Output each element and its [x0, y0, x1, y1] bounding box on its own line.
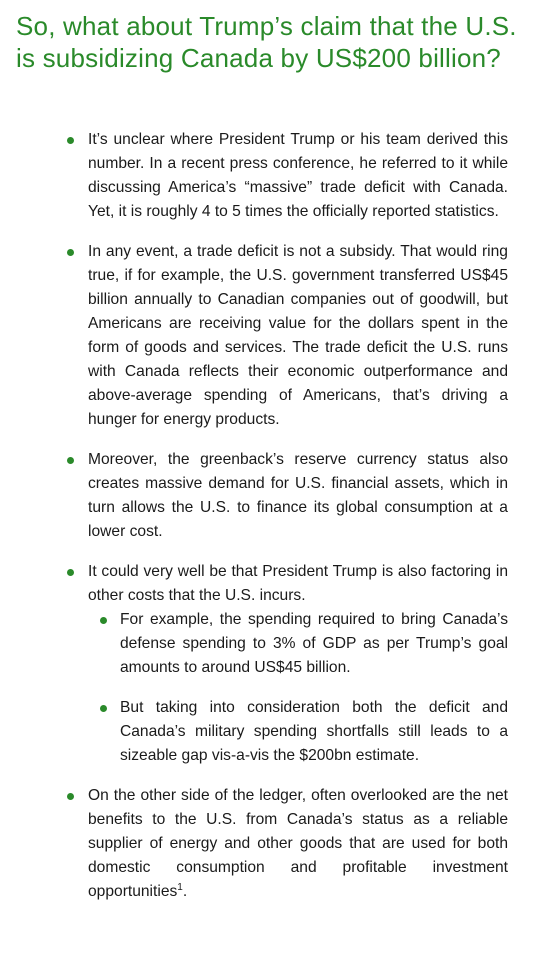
bullet-dot-icon	[100, 705, 107, 712]
sub-bullet-item-defense-spending	[120, 608, 508, 680]
bullet-item-deficit-not-subsidy	[88, 240, 508, 432]
bullet-dot-icon	[100, 617, 107, 624]
bullet-dot-icon	[67, 249, 74, 256]
bullet-item-net-benefits	[88, 784, 508, 904]
bullet-list	[0, 128, 537, 904]
bullet-dot-icon	[67, 793, 74, 800]
bullet-text: In any event, a trade deficit is not a subsidy. That would ring true, if for example, the U.S. government transferred US$45 billion annually to Canadian companies out of goodwill, but Americans are receiving value for the dollars spent in the form of goods and services. The trade deficit the U.S. runs with Canada reflects their economic outperformance and above-average spending of Americans, that’s driving a hunger for energy products.	[88, 243, 508, 428]
sub-bullet-list	[88, 608, 508, 768]
sub-bullet-item-remaining-gap	[120, 696, 508, 768]
bullet-dot-icon	[67, 569, 74, 576]
bullet-item-reserve-currency	[88, 448, 508, 544]
page-title: So, what about Trump’s claim that the U.S. is subsidizing Canada by US$200 billion?	[16, 11, 517, 73]
bullet-text: It’s unclear where President Trump or his team derived this number. In a recent press conference, he referred to it while discussing America’s “massive” trade deficit with Canada. Yet, it is roughly 4 to 5 times the officially reported statistics.	[88, 131, 508, 220]
bullet-text-end: .	[182, 883, 188, 900]
sub-bullet-text: For example, the spending required to bring Canada’s defense spending to 3% of GDP as per Trump’s goal amounts to around US$45 billion.	[120, 611, 508, 676]
sub-bullet-text: But taking into consideration both the deficit and Canada’s military spending shortfalls still leads to a sizeable gap vis-a-vis the $200bn estimate.	[120, 699, 508, 764]
bullet-text: On the other side of the ledger, often overlooked are the net benefits to the U.S. from Canada’s status as a reliable supplier of energy and other goods that are used for both domestic consumption and profitable investment opportunities	[88, 787, 508, 900]
bullet-item-unclear-origin	[88, 128, 508, 224]
bullet-item-other-costs	[88, 560, 508, 768]
bullet-text: It could very well be that President Trump is also factoring in other costs that the U.S. incurs.	[88, 563, 508, 604]
bullet-text: Moreover, the greenback’s reserve currency status also creates massive demand for U.S. financial assets, which in turn allows the U.S. to finance its global consumption at a lower cost.	[88, 451, 508, 540]
bullet-dot-icon	[67, 137, 74, 144]
footnote-marker[interactable]: 1	[177, 881, 183, 893]
bullet-dot-icon	[67, 457, 74, 464]
